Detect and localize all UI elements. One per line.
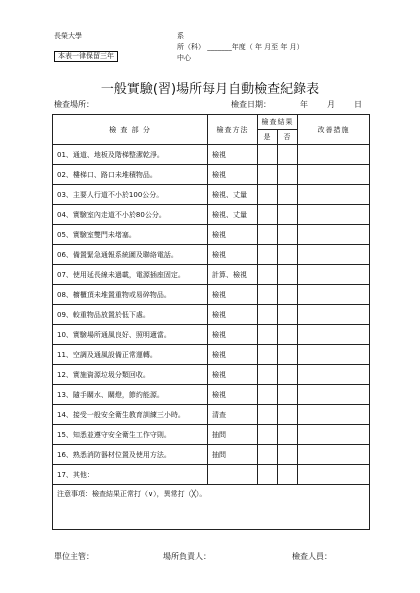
table-row: [53, 145, 370, 165]
improvement-cell[interactable]: [298, 385, 370, 405]
table-row: [53, 385, 370, 405]
improvement-cell[interactable]: [298, 245, 370, 265]
office-year-line: 所（科） _______年度（ 年 月至 年 月）: [177, 43, 304, 51]
result-yes-cell[interactable]: [258, 165, 278, 185]
result-no-cell[interactable]: [278, 325, 298, 345]
table-row: [53, 305, 370, 325]
method-text: 抽問: [208, 445, 258, 465]
item-text: 14、接受一般安全衛生教育訓練三小時。: [53, 405, 208, 425]
improvement-cell[interactable]: [298, 185, 370, 205]
date-day: 日: [354, 100, 362, 109]
supervisor-signature-label: 單位主管：: [54, 552, 94, 561]
result-yes-cell[interactable]: [258, 425, 278, 445]
improvement-cell[interactable]: [298, 325, 370, 345]
inspection-table: [52, 114, 370, 530]
result-no-cell[interactable]: [278, 305, 298, 325]
header-result-yes: 是: [258, 130, 278, 145]
improvement-cell[interactable]: [298, 405, 370, 425]
result-no-cell[interactable]: [278, 385, 298, 405]
result-no-cell[interactable]: [278, 165, 298, 185]
result-no-cell[interactable]: [278, 225, 298, 245]
item-text: 13、隨手關水、關燈，節約能源。: [53, 385, 208, 405]
item-text: 06、備置緊急通報系統圖及聯絡電話。: [53, 245, 208, 265]
improvement-cell[interactable]: [298, 225, 370, 245]
item-text: 01、通道、地板及階梯整潔乾淨。: [53, 145, 208, 165]
department-char: 系: [177, 32, 184, 40]
date-month: 月: [327, 100, 335, 109]
result-yes-cell[interactable]: [258, 205, 278, 225]
center-label: 中心: [177, 54, 191, 62]
header-result-no: 否: [278, 130, 298, 145]
method-text: 檢視: [208, 165, 258, 185]
date-label: 檢查日期：: [231, 100, 271, 109]
result-yes-cell[interactable]: [258, 225, 278, 245]
improvement-cell[interactable]: [298, 165, 370, 185]
result-yes-cell[interactable]: [258, 385, 278, 405]
result-no-cell[interactable]: [278, 205, 298, 225]
result-yes-cell[interactable]: [258, 185, 278, 205]
method-text: [208, 465, 258, 485]
header-inspection-part: 檢 查 部 分: [53, 115, 208, 145]
result-yes-cell[interactable]: [258, 325, 278, 345]
table-row: [53, 245, 370, 265]
result-no-cell[interactable]: [278, 465, 298, 485]
method-text: 計算、檢視: [208, 265, 258, 285]
table-row: [53, 205, 370, 225]
table-row: [53, 225, 370, 245]
item-text: 11、空調及通風設備正常運轉。: [53, 345, 208, 365]
table-row: [53, 285, 370, 305]
table-row: [53, 325, 370, 345]
table-row: [53, 185, 370, 205]
result-no-cell[interactable]: [278, 365, 298, 385]
table-row: [53, 365, 370, 385]
result-yes-cell[interactable]: [258, 265, 278, 285]
method-text: 檢視: [208, 325, 258, 345]
result-no-cell[interactable]: [278, 145, 298, 165]
header-improvement-action: 改善措施: [298, 115, 370, 145]
table-row: [53, 345, 370, 365]
result-yes-cell[interactable]: [258, 145, 278, 165]
improvement-cell[interactable]: [298, 445, 370, 465]
method-text: 清查: [208, 405, 258, 425]
item-text: 09、較重物品放置於低下處。: [53, 305, 208, 325]
method-text: 檢視: [208, 245, 258, 265]
result-no-cell[interactable]: [278, 445, 298, 465]
result-no-cell[interactable]: [278, 285, 298, 305]
result-no-cell[interactable]: [278, 265, 298, 285]
item-text: 03、主要人行道不小於100公分。: [53, 185, 208, 205]
notes-cell: 注意事項：檢查結果正常打（∨），異常打（╳）。: [53, 485, 370, 530]
method-text: 檢視: [208, 225, 258, 245]
table-row: [53, 445, 370, 465]
improvement-cell[interactable]: [298, 345, 370, 365]
table-row: [53, 405, 370, 425]
result-no-cell[interactable]: [278, 425, 298, 445]
result-yes-cell[interactable]: [258, 285, 278, 305]
page-title: 一般實驗(習)場所每月自動檢查紀錄表: [100, 82, 320, 97]
item-text: 16、熟悉消防器材位置及使用方法。: [53, 445, 208, 465]
result-yes-cell[interactable]: [258, 405, 278, 425]
improvement-cell[interactable]: [298, 425, 370, 445]
item-text: 10、實驗場所通風良好、照明適當。: [53, 325, 208, 345]
method-text: 檢視、丈量: [208, 185, 258, 205]
item-text: 02、樓梯口、路口未堆積物品。: [53, 165, 208, 185]
improvement-cell[interactable]: [298, 145, 370, 165]
location-label: 檢查場所：: [54, 100, 94, 109]
item-text: 17、其他：: [53, 465, 208, 485]
method-text: 檢視: [208, 305, 258, 325]
result-yes-cell[interactable]: [258, 345, 278, 365]
item-text: 04、實驗室內走道不小於80公分。: [53, 205, 208, 225]
item-text: 07、使用延長線未過載，電源插座固定。: [53, 265, 208, 285]
improvement-cell[interactable]: [298, 465, 370, 485]
improvement-cell[interactable]: [298, 365, 370, 385]
header-inspection-method: 檢查方法: [208, 115, 258, 145]
table-row: [53, 265, 370, 285]
result-yes-cell[interactable]: [258, 245, 278, 265]
improvement-cell[interactable]: [298, 205, 370, 225]
method-text: 檢視: [208, 385, 258, 405]
header-inspection-result: 檢查結果: [258, 115, 298, 130]
improvement-cell[interactable]: [298, 265, 370, 285]
result-yes-cell[interactable]: [258, 465, 278, 485]
item-text: 08、櫥櫃頂未堆置重物或易碎物品。: [53, 285, 208, 305]
item-text: 15、知悉並遵守安全衛生工作守則。: [53, 425, 208, 445]
result-no-cell[interactable]: [278, 345, 298, 365]
result-yes-cell[interactable]: [258, 365, 278, 385]
method-text: 檢視: [208, 145, 258, 165]
retention-notice: 本表一律保留三年: [54, 51, 118, 62]
result-yes-cell[interactable]: [258, 305, 278, 325]
method-text: 抽問: [208, 425, 258, 445]
table-row: [53, 165, 370, 185]
inspector-signature-label: 檢查人員：: [292, 552, 332, 561]
method-text: 檢視、丈量: [208, 205, 258, 225]
university-name: 長榮大學: [54, 32, 82, 40]
method-text: 檢視: [208, 345, 258, 365]
method-text: 檢視: [208, 285, 258, 305]
item-text: 12、實施資源垃圾分類回收。: [53, 365, 208, 385]
item-text: 05、實驗室雙門未堵塞。: [53, 225, 208, 245]
result-no-cell[interactable]: [278, 405, 298, 425]
manager-signature-label: 場所負責人：: [163, 552, 211, 561]
result-yes-cell[interactable]: [258, 445, 278, 465]
improvement-cell[interactable]: [298, 285, 370, 305]
result-no-cell[interactable]: [278, 185, 298, 205]
date-year: 年: [300, 100, 308, 109]
table-row: [53, 465, 370, 485]
result-no-cell[interactable]: [278, 245, 298, 265]
table-row: [53, 425, 370, 445]
method-text: 檢視: [208, 365, 258, 385]
improvement-cell[interactable]: [298, 305, 370, 325]
